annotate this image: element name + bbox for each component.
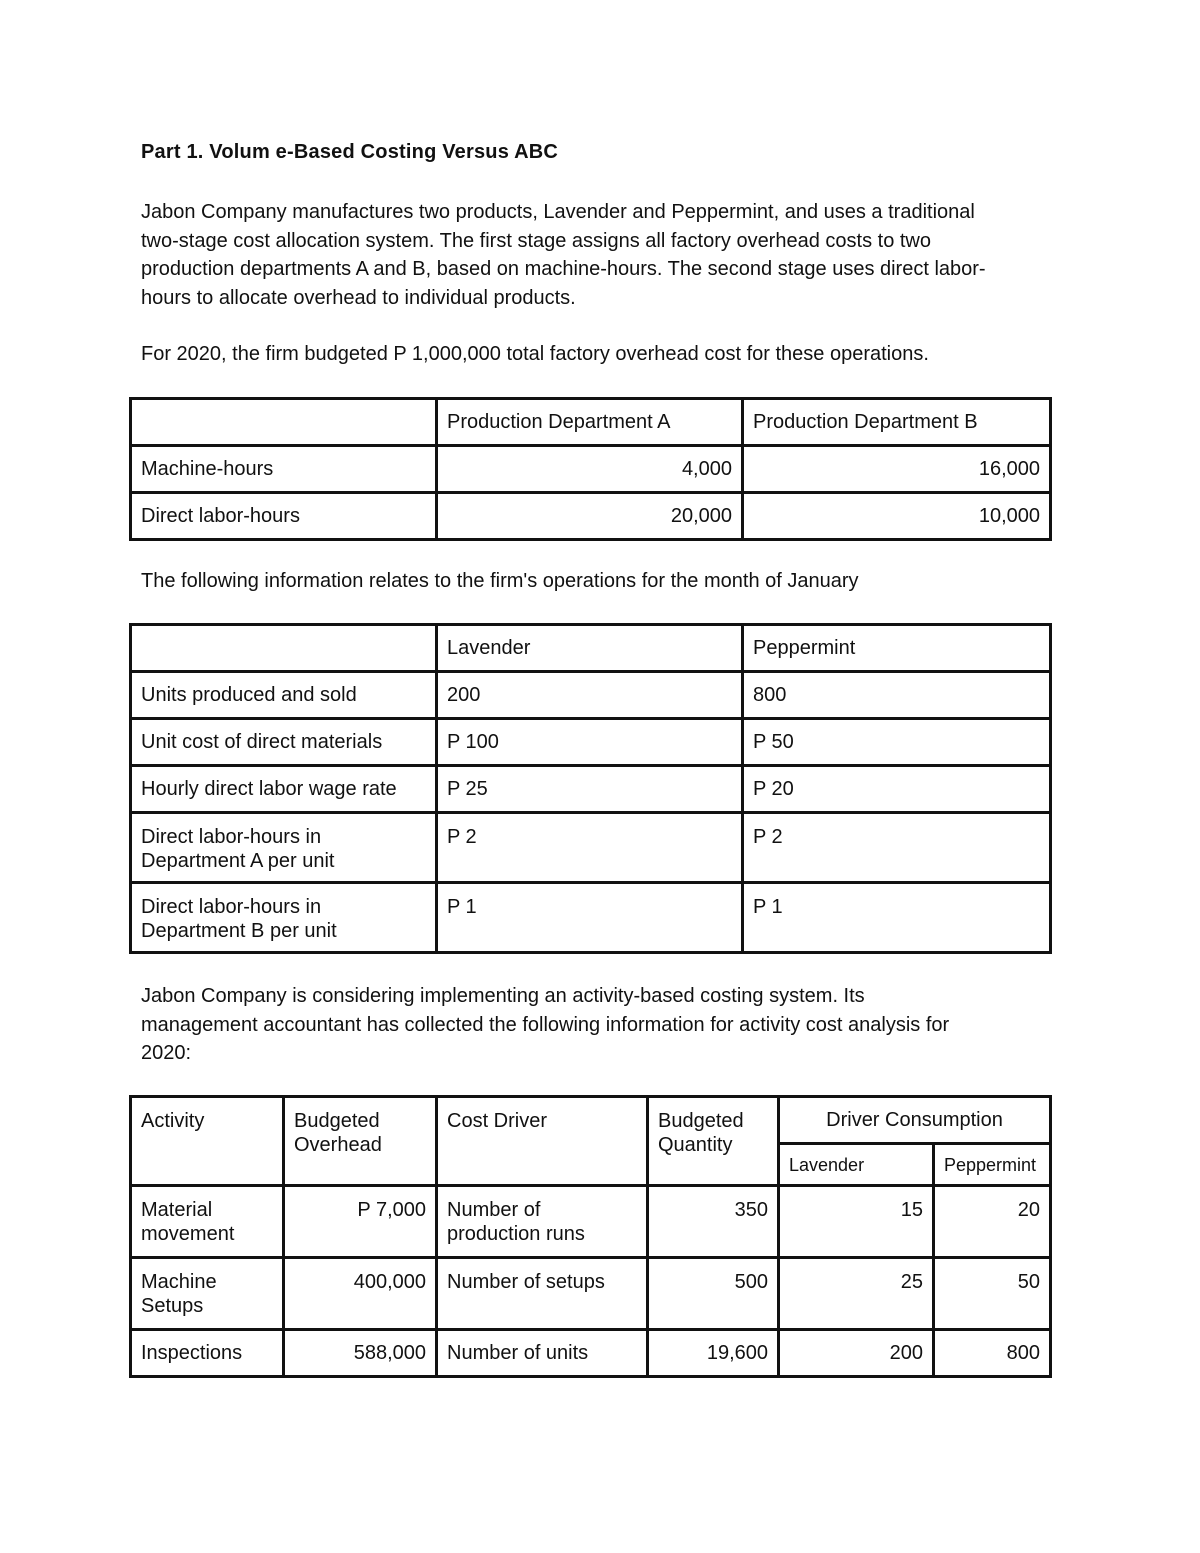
quantity-cell: 500 bbox=[648, 1258, 779, 1330]
peppermint-cell: 50 bbox=[934, 1258, 1051, 1330]
abc-paragraph bbox=[141, 982, 1071, 1068]
header-cell bbox=[131, 625, 437, 672]
lavender-cell: 15 bbox=[779, 1186, 934, 1258]
header-cell: Budgeted Overhead bbox=[284, 1097, 437, 1186]
table-row bbox=[131, 493, 1051, 540]
abc-line: management accountant has collected the following information for activity cost analysis for bbox=[141, 1013, 950, 1036]
value-cell: P 20 bbox=[743, 766, 1051, 813]
header-cell: Peppermint bbox=[743, 625, 1051, 672]
abc-table bbox=[129, 1095, 1052, 1378]
value-cell: 10,000 bbox=[743, 493, 1051, 540]
intro-line: two-stage cost allocation system. The first stage assigns all factory overhead costs to two bbox=[141, 229, 931, 252]
section-heading: Part 1. Volum e-Based Costing Versus ABC bbox=[141, 141, 558, 163]
row-label: Direct labor-hours in Department A per unit bbox=[131, 813, 437, 883]
overhead-cell: P 7,000 bbox=[284, 1186, 437, 1258]
overhead-cell: 588,000 bbox=[284, 1330, 437, 1377]
january-text: The following information relates to the firm's operations for the month of January bbox=[141, 570, 859, 592]
header-cell: Production Department B bbox=[743, 399, 1051, 446]
row-label: Unit cost of direct materials bbox=[131, 719, 437, 766]
row-label: Units produced and sold bbox=[131, 672, 437, 719]
peppermint-cell: 20 bbox=[934, 1186, 1051, 1258]
value-cell: 16,000 bbox=[743, 446, 1051, 493]
table-row bbox=[131, 1258, 1051, 1330]
table-row bbox=[131, 766, 1051, 813]
table-row bbox=[131, 883, 1051, 953]
header-cell: Budgeted Quantity bbox=[648, 1097, 779, 1186]
subheader-cell: Peppermint bbox=[934, 1144, 1051, 1186]
activity-cell: Machine Setups bbox=[131, 1258, 284, 1330]
quantity-cell: 350 bbox=[648, 1186, 779, 1258]
value-cell: 20,000 bbox=[437, 493, 743, 540]
header-cell: Activity bbox=[131, 1097, 284, 1186]
overhead-cell: 400,000 bbox=[284, 1258, 437, 1330]
driver-cell: Number of units bbox=[437, 1330, 648, 1377]
intro-line: production departments A and B, based on machine-hours. The second stage uses direct labor- bbox=[141, 258, 986, 280]
table-header-row bbox=[131, 1097, 1051, 1144]
value-cell: P 1 bbox=[743, 883, 1051, 953]
header-cell bbox=[131, 399, 437, 446]
value-cell: P 50 bbox=[743, 719, 1051, 766]
table-row bbox=[131, 672, 1051, 719]
row-label: Direct labor-hours bbox=[131, 493, 437, 540]
january-paragraph bbox=[141, 567, 1071, 596]
lavender-cell: 200 bbox=[779, 1330, 934, 1377]
table-header-row bbox=[131, 399, 1051, 446]
table-header-row bbox=[131, 625, 1051, 672]
product-table bbox=[129, 623, 1052, 954]
value-cell: P 2 bbox=[437, 813, 743, 883]
activity-cell: Inspections bbox=[131, 1330, 284, 1377]
driver-cell: Number of setups bbox=[437, 1258, 648, 1330]
activity-cell: Material movement bbox=[131, 1186, 284, 1258]
header-cell: Lavender bbox=[437, 625, 743, 672]
table-row bbox=[131, 813, 1051, 883]
value-cell: P 25 bbox=[437, 766, 743, 813]
row-label: Direct labor-hours in Department B per unit bbox=[131, 883, 437, 953]
value-cell: P 2 bbox=[743, 813, 1051, 883]
budget-text: For 2020, the firm budgeted P 1,000,000 total factory overhead cost for these operations. bbox=[141, 343, 929, 365]
peppermint-cell: 800 bbox=[934, 1330, 1051, 1377]
subheader-cell: Lavender bbox=[779, 1144, 934, 1186]
budget-paragraph bbox=[141, 340, 1071, 369]
value-cell: 200 bbox=[437, 672, 743, 719]
header-cell: Cost Driver bbox=[437, 1097, 648, 1186]
table-row bbox=[131, 1330, 1051, 1377]
row-label: Machine-hours bbox=[131, 446, 437, 493]
quantity-cell: 19,600 bbox=[648, 1330, 779, 1377]
department-table bbox=[129, 397, 1052, 541]
intro-line: hours to allocate overhead to individual products. bbox=[141, 286, 576, 309]
table-row bbox=[131, 719, 1051, 766]
value-cell: 4,000 bbox=[437, 446, 743, 493]
value-cell: P 100 bbox=[437, 719, 743, 766]
intro-paragraph bbox=[141, 198, 1071, 312]
value-cell: 800 bbox=[743, 672, 1051, 719]
header-cell: Production Department A bbox=[437, 399, 743, 446]
abc-line: 2020: bbox=[141, 1042, 192, 1064]
value-cell: P 1 bbox=[437, 883, 743, 953]
lavender-cell: 25 bbox=[779, 1258, 934, 1330]
intro-line: Jabon Company manufactures two products, Lavender and Peppermint, and uses a traditional bbox=[141, 201, 975, 223]
row-label: Hourly direct labor wage rate bbox=[131, 766, 437, 813]
table-row bbox=[131, 1186, 1051, 1258]
abc-line: Jabon Company is considering implementing an activity-based costing system. Its bbox=[141, 985, 865, 1007]
header-cell-driver-consumption: Driver Consumption bbox=[779, 1097, 1051, 1144]
driver-cell: Number of production runs bbox=[437, 1186, 648, 1258]
table-row bbox=[131, 446, 1051, 493]
